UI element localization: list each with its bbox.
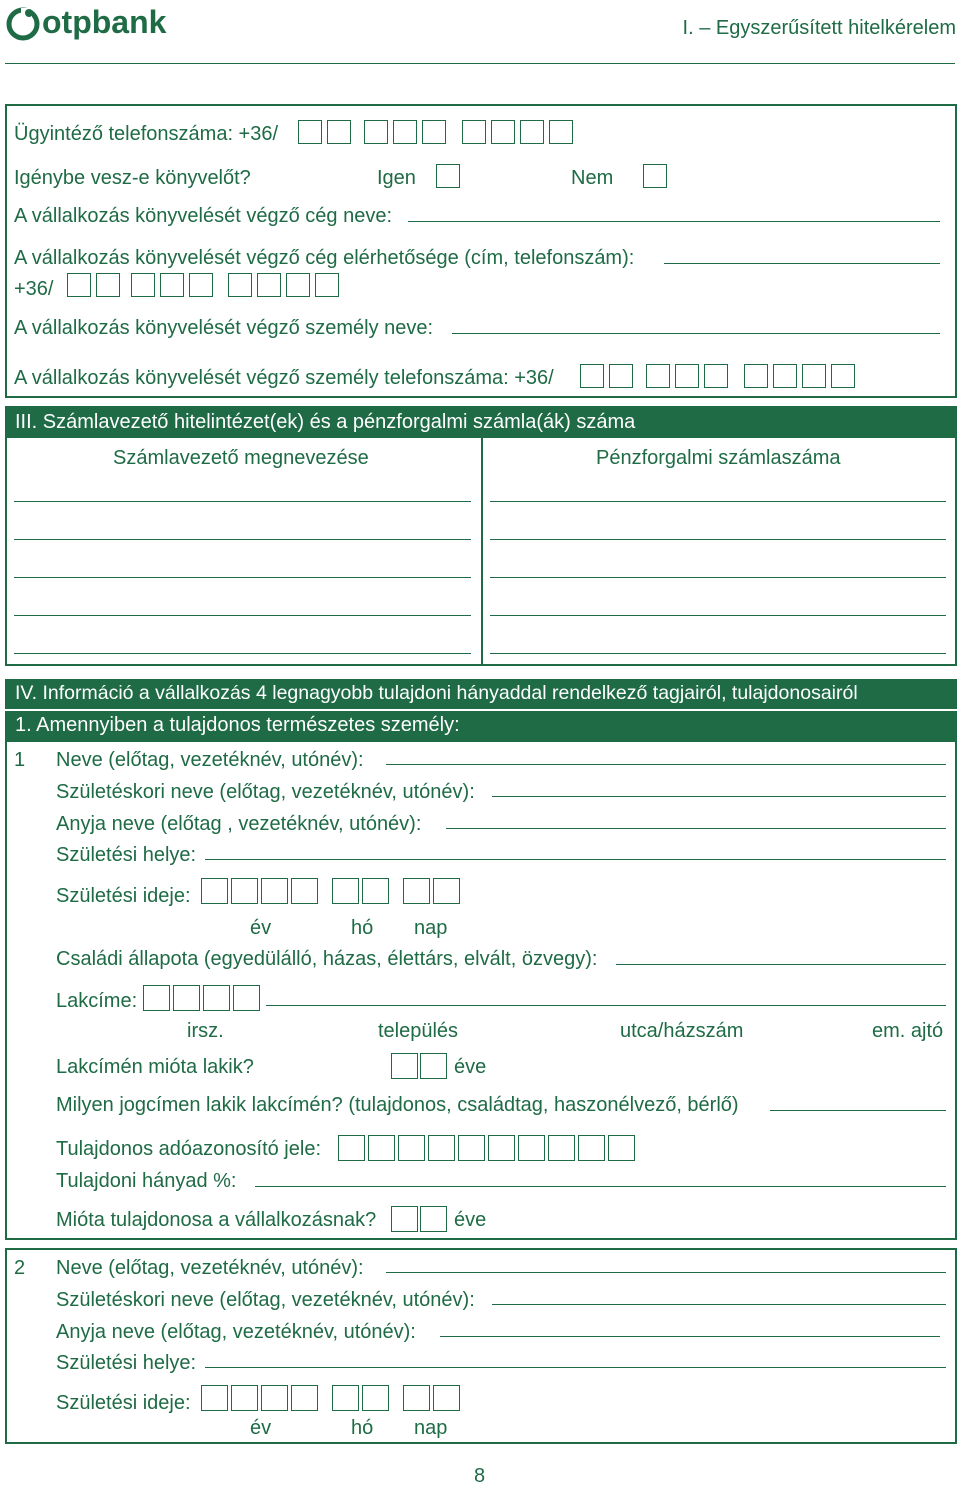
owner1-year-caption: év: [250, 917, 272, 939]
agent-phone-label: Ügyintéző telefonszáma: +36/: [14, 123, 279, 145]
page-number: 8: [474, 1465, 486, 1487]
owner1-zip-caption: irsz.: [187, 1020, 224, 1042]
owner1-marital-label: Családi állapota (egyedülálló, házas, élettárs, elvált, özvegy):: [56, 948, 598, 970]
owner1-mother-label: Anyja neve (előtag , vezetéknév, utónév):: [56, 813, 422, 835]
owner2-name-field[interactable]: [386, 1272, 946, 1273]
no-label: Nem: [571, 167, 614, 189]
firm-phone-prefix: +36/: [14, 278, 54, 300]
bank-name-field[interactable]: [14, 615, 471, 616]
bank-name-field[interactable]: [14, 653, 471, 654]
owner2-mother-label: Anyja neve (előtag, vezetéknév, utónév):: [56, 1321, 416, 1343]
otp-logo: [6, 4, 176, 49]
owner1-owner-since-label: Mióta tulajdonosa a vállalkozásnak?: [56, 1209, 377, 1231]
owner1-birth-place-field[interactable]: [205, 859, 946, 860]
owner1-marital-field[interactable]: [616, 964, 946, 965]
col-bank-name: Számlavezető megnevezése: [113, 447, 369, 469]
brand-name: otpbank: [42, 4, 167, 40]
account-number-field[interactable]: [490, 539, 946, 540]
bank-name-field[interactable]: [14, 577, 471, 578]
yes-label: Igen: [377, 167, 416, 189]
owner2-month-caption: hó: [351, 1417, 374, 1439]
owner2-birth-place-field[interactable]: [205, 1367, 946, 1368]
owner1-birth-name-label: Születéskori neve (előtag, vezetéknév, utónév):: [56, 781, 475, 803]
no-checkbox[interactable]: [643, 164, 667, 188]
column-divider: [481, 437, 483, 665]
person-phone-label: A vállalkozás könyvelését végző személy telefonszáma: +36/: [14, 367, 554, 389]
owner1-title-field[interactable]: [770, 1110, 946, 1111]
person-name-label: A vállalkozás könyvelését végző személy neve:: [14, 317, 434, 339]
owner2-number: 2: [14, 1257, 26, 1279]
owner1-share-field[interactable]: [255, 1186, 946, 1187]
doc-title: I. – Egyszerűsített hitelkérelem: [682, 17, 956, 39]
owner1-month-caption: hó: [351, 917, 374, 939]
firm-name-field[interactable]: [408, 221, 940, 222]
owner1-address-field[interactable]: [266, 1005, 946, 1006]
yes-checkbox[interactable]: [436, 164, 460, 188]
person-name-field[interactable]: [452, 333, 940, 334]
owner1-city-caption: település: [378, 1020, 459, 1042]
owner1-street-caption: utca/házszám: [620, 1020, 744, 1042]
owner2-birth-date-label: Születési ideje:: [56, 1392, 191, 1414]
owner2-birth-name-label: Születéskori neve (előtag, vezetéknév, utónév):: [56, 1289, 475, 1311]
owner2-birth-place-label: Születési helye:: [56, 1352, 197, 1374]
section-iv-sub-header: 1. Amennyiben a tulajdonos természetes személy:: [5, 711, 957, 741]
owner2-year-caption: év: [250, 1417, 272, 1439]
owner1-name-field[interactable]: [386, 764, 946, 765]
account-number-field[interactable]: [490, 577, 946, 578]
section-iv-header: IV. Információ a vállalkozás 4 legnagyobb tulajdoni hányaddal rendelkező tagjairól, tulajdonosairól: [5, 679, 957, 709]
owner1-birth-date-label: Születési ideje:: [56, 885, 191, 907]
col-account-number: Pénzforgalmi számlaszáma: [596, 447, 841, 469]
owner1-door-caption: em. ajtó: [872, 1020, 944, 1042]
owner2-birth-name-field[interactable]: [492, 1304, 946, 1305]
firm-contact-label: A vállalkozás könyvelését végző cég elérhetősége (cím, telefonszám):: [14, 247, 635, 269]
owner1-tax-id-label: Tulajdonos adóazonosító jele:: [56, 1138, 321, 1160]
owner1-number: 1: [14, 749, 26, 771]
owner2-name-label: Neve (előtag, vezetéknév, utónév):: [56, 1257, 364, 1279]
account-number-field[interactable]: [490, 615, 946, 616]
owner1-since-label: Lakcímén mióta lakik?: [56, 1056, 254, 1078]
header-rule: [5, 63, 955, 64]
owner1-title-label: Milyen jogcímen lakik lakcímén? (tulajdonos, családtag, haszonélvező, bérlő): [56, 1094, 739, 1116]
owner1-birth-place-label: Születési helye:: [56, 844, 197, 866]
bank-name-field[interactable]: [14, 539, 471, 540]
section-iii-header: III. Számlavezető hitelintézet(ek) és a pénzforgalmi számla(ák) száma: [5, 406, 957, 438]
account-number-field[interactable]: [490, 653, 946, 654]
firm-contact-field[interactable]: [664, 263, 940, 264]
bank-name-field[interactable]: [14, 501, 471, 502]
owner2-mother-field[interactable]: [440, 1336, 940, 1337]
owner1-day-caption: nap: [414, 917, 448, 939]
owner1-birth-name-field[interactable]: [492, 796, 946, 797]
owner2-day-caption: nap: [414, 1417, 448, 1439]
owner1-address-label: Lakcíme:: [56, 990, 138, 1012]
owner1-since-unit: éve: [454, 1056, 487, 1078]
owner1-mother-field[interactable]: [446, 828, 946, 829]
owner1-owner-since-unit: éve: [454, 1209, 487, 1231]
account-number-field[interactable]: [490, 501, 946, 502]
firm-name-label: A vállalkozás könyvelését végző cég neve:: [14, 205, 392, 227]
owner1-share-label: Tulajdoni hányad %:: [56, 1170, 237, 1192]
owner1-name-label: Neve (előtag, vezetéknév, utónév):: [56, 749, 364, 771]
bookkeeper-question: Igénybe vesz-e könyvelőt?: [14, 167, 251, 189]
